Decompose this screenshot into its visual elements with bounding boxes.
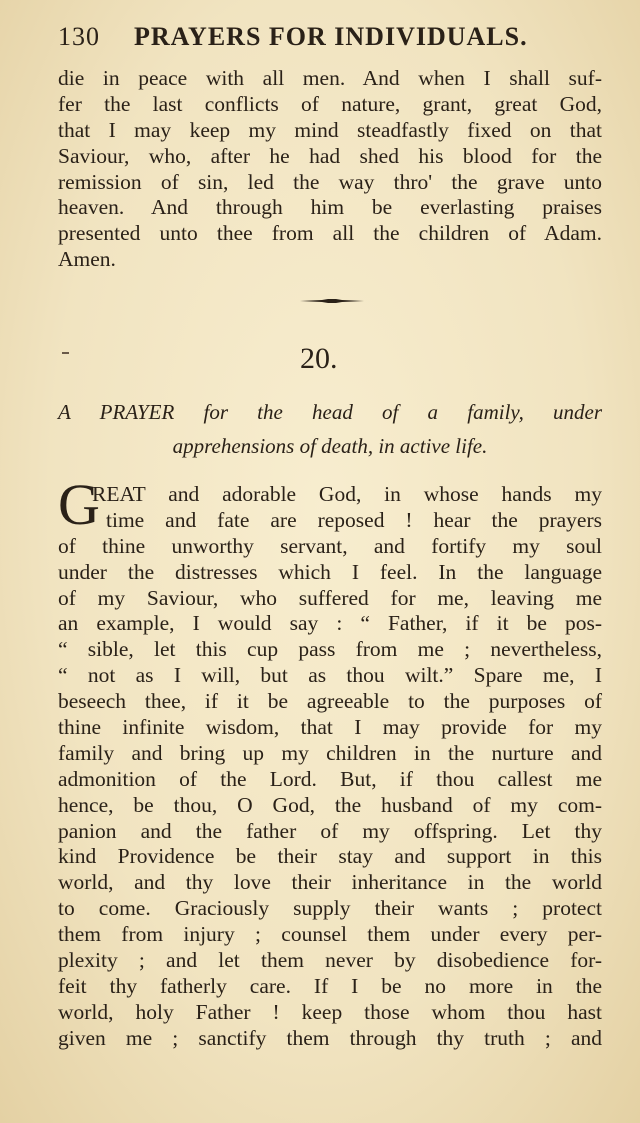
prayer-body: [58, 534, 602, 1052]
page-number: 130: [58, 22, 100, 51]
text-line: to come. Graciously supply their wants ; protect: [58, 896, 602, 921]
text-line: thine infinite wisdom, that I may provide for my: [58, 715, 602, 740]
prayer-title-line: A PRAYER for the head of a family, under: [58, 400, 602, 424]
text-line: time and fate are reposed ! hear the prayers: [106, 507, 602, 532]
text-line: die in peace with all men. And when I shall suf-: [58, 66, 602, 90]
text-line: Saviour, who, after he had shed his blood for the: [58, 143, 602, 168]
text-line: fer the last conflicts of nature, grant, great God,: [58, 91, 602, 116]
stray-mark: [62, 352, 69, 354]
text-line: panion and the father of my offspring. Let thy: [58, 818, 602, 843]
text-line: plexity ; and let them never by disobedience for-: [58, 948, 602, 973]
running-head: PRAYERS FOR INDIVIDUALS.: [134, 22, 528, 51]
continued-paragraph: [58, 66, 602, 273]
prayer-opening-lines: [92, 482, 602, 534]
text-line: remission of sin, led the way thro' the grave unto: [58, 169, 602, 194]
text-line: REAT and adorable God, in whose hands my: [92, 482, 602, 506]
text-line: “ sible, let this cup pass from me ; nevertheless,: [58, 637, 602, 662]
text-line: admonition of the Lord. But, if thou callest me: [58, 766, 602, 791]
text-line: under the distresses which I feel. In the language: [58, 559, 602, 584]
prayer-number: 20.: [300, 342, 338, 375]
text-line: heaven. And through him be everlasting praises: [58, 195, 602, 220]
text-line: kind Providence be their stay and support in this: [58, 844, 602, 869]
text-line: world, holy Father ! keep those whom thou hast: [58, 999, 602, 1024]
text-line: feit thy fatherly care. If I be no more in the: [58, 973, 602, 998]
text-line: presented unto thee from all the children of Adam.: [58, 221, 602, 246]
prayer-title-line: apprehensions of death, in active life.: [172, 434, 488, 458]
text-line: “ not as I will, but as thou wilt.” Spare me, I: [58, 663, 602, 688]
prayer-title: [58, 395, 602, 463]
text-line: family and bring up my children in the nurture and: [58, 740, 602, 765]
text-line: hence, be thou, O God, the husband of my com-: [58, 792, 602, 817]
text-line: them from injury ; counsel them under every per-: [58, 922, 602, 947]
text-line: of my Saviour, who suffered for me, leaving me: [58, 585, 602, 610]
text-line: of thine unworthy servant, and fortify my soul: [58, 533, 602, 558]
text-line: Amen.: [58, 247, 116, 272]
drop-cap: G: [58, 472, 100, 537]
text-line: an example, I would say : “ Father, if it be pos-: [58, 611, 602, 636]
text-line: world, and thy love their inheritance in the world: [58, 870, 602, 895]
text-line: given me ; sanctify them through thy truth ; and: [58, 1025, 602, 1050]
page-header: [58, 22, 602, 56]
text-line: that I may keep my mind steadfastly fixed on that: [58, 117, 602, 142]
text-line: beseech thee, if it be agreeable to the purposes of: [58, 689, 602, 714]
section-divider-ornament: [298, 298, 366, 304]
